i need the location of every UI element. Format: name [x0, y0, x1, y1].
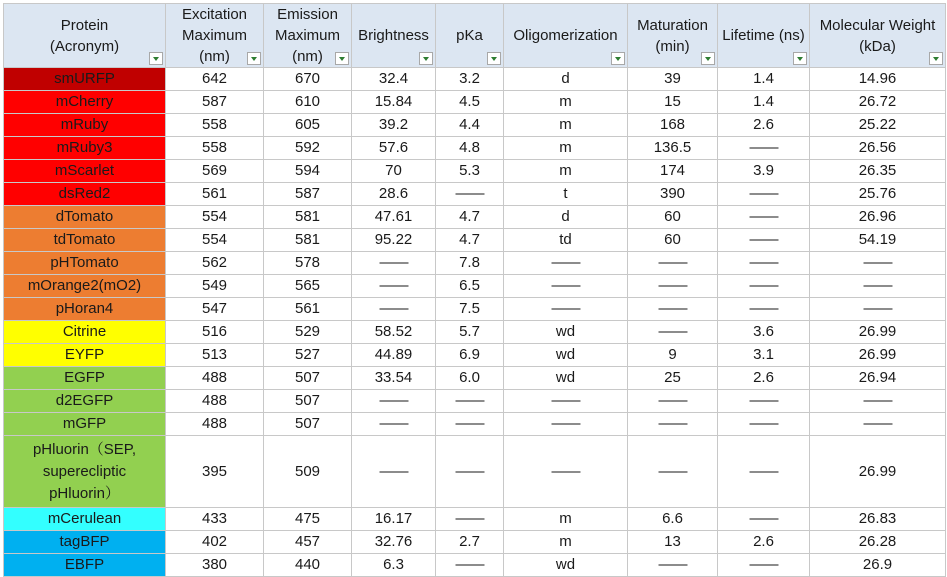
cell-maturation[interactable]: 15 — [628, 91, 718, 114]
cell-maturation[interactable]: 39 — [628, 68, 718, 91]
cell-excitation[interactable]: 642 — [166, 68, 264, 91]
cell-mw[interactable]: 26.99 — [810, 436, 946, 508]
cell-brightness[interactable]: —— — [352, 298, 436, 321]
cell-mw[interactable]: 26.28 — [810, 531, 946, 554]
cell-pka[interactable]: —— — [436, 508, 504, 531]
cell-maturation[interactable]: —— — [628, 554, 718, 577]
cell-pka[interactable]: —— — [436, 436, 504, 508]
cell-mw[interactable]: 26.35 — [810, 160, 946, 183]
cell-excitation[interactable]: 402 — [166, 531, 264, 554]
protein-name-cell[interactable]: mOrange2(mO2) — [4, 275, 166, 298]
table-row — [4, 252, 946, 275]
table-row — [4, 229, 946, 252]
cell-pka[interactable]: 5.7 — [436, 321, 504, 344]
table-row — [4, 298, 946, 321]
cell-pka[interactable]: —— — [436, 183, 504, 206]
cell-oligomerization[interactable]: —— — [504, 436, 628, 508]
cell-mw[interactable]: 26.99 — [810, 321, 946, 344]
cell-oligomerization[interactable]: m — [504, 531, 628, 554]
protein-name-cell[interactable]: EBFP — [4, 554, 166, 577]
cell-pka[interactable]: —— — [436, 413, 504, 436]
cell-mw[interactable]: —— — [810, 390, 946, 413]
cell-brightness[interactable]: 95.22 — [352, 229, 436, 252]
cell-excitation[interactable]: 488 — [166, 367, 264, 390]
cell-emission[interactable]: 509 — [264, 436, 352, 508]
cell-oligomerization[interactable]: m — [504, 508, 628, 531]
protein-name-cell[interactable]: mScarlet — [4, 160, 166, 183]
table-row — [4, 508, 946, 531]
protein-name-cell[interactable]: EYFP — [4, 344, 166, 367]
table-row — [4, 531, 946, 554]
cell-emission[interactable]: 507 — [264, 367, 352, 390]
cell-emission[interactable]: 440 — [264, 554, 352, 577]
cell-maturation[interactable]: 25 — [628, 367, 718, 390]
protein-name-cell[interactable]: tagBFP — [4, 531, 166, 554]
header-label: Excitation Maximum (nm) — [181, 6, 248, 65]
cell-mw[interactable]: 54.19 — [810, 229, 946, 252]
cell-mw[interactable]: —— — [810, 413, 946, 436]
cell-pka[interactable]: 4.7 — [436, 229, 504, 252]
filter-dropdown-icon[interactable] — [793, 52, 807, 65]
protein-name-cell[interactable]: mRuby — [4, 114, 166, 137]
cell-oligomerization[interactable]: m — [504, 160, 628, 183]
cell-emission[interactable]: 457 — [264, 531, 352, 554]
cell-maturation[interactable]: 60 — [628, 206, 718, 229]
header-mw — [810, 4, 946, 68]
cell-emission[interactable]: 578 — [264, 252, 352, 275]
cell-excitation[interactable]: 561 — [166, 183, 264, 206]
cell-oligomerization[interactable]: —— — [504, 413, 628, 436]
header-oligomerization — [504, 4, 628, 68]
cell-brightness[interactable]: 70 — [352, 160, 436, 183]
cell-mw[interactable]: 25.22 — [810, 114, 946, 137]
cell-maturation[interactable]: —— — [628, 413, 718, 436]
table-row — [4, 91, 946, 114]
protein-name-cell[interactable]: mCherry — [4, 91, 166, 114]
cell-excitation[interactable]: 488 — [166, 390, 264, 413]
cell-maturation[interactable]: —— — [628, 390, 718, 413]
cell-oligomerization[interactable]: —— — [504, 298, 628, 321]
cell-lifetime[interactable]: —— — [718, 183, 810, 206]
cell-mw[interactable]: 26.83 — [810, 508, 946, 531]
cell-mw[interactable]: 26.99 — [810, 344, 946, 367]
filter-dropdown-icon[interactable] — [929, 52, 943, 65]
cell-brightness[interactable]: 57.6 — [352, 137, 436, 160]
cell-excitation[interactable]: 488 — [166, 413, 264, 436]
cell-lifetime[interactable]: 3.1 — [718, 344, 810, 367]
cell-excitation[interactable]: 554 — [166, 229, 264, 252]
cell-brightness[interactable]: 15.84 — [352, 91, 436, 114]
header-label: Lifetime (ns) — [722, 27, 805, 44]
cell-brightness[interactable]: 6.3 — [352, 554, 436, 577]
cell-lifetime[interactable]: —— — [718, 554, 810, 577]
cell-oligomerization[interactable]: —— — [504, 390, 628, 413]
cell-emission[interactable]: 507 — [264, 390, 352, 413]
cell-lifetime[interactable]: —— — [718, 413, 810, 436]
cell-brightness[interactable]: 39.2 — [352, 114, 436, 137]
protein-name-cell[interactable]: mGFP — [4, 413, 166, 436]
cell-emission[interactable]: 561 — [264, 298, 352, 321]
cell-excitation[interactable]: 380 — [166, 554, 264, 577]
table-row — [4, 554, 946, 577]
cell-brightness[interactable]: 47.61 — [352, 206, 436, 229]
cell-mw[interactable]: —— — [810, 275, 946, 298]
cell-oligomerization[interactable]: wd — [504, 321, 628, 344]
cell-excitation[interactable]: 569 — [166, 160, 264, 183]
cell-brightness[interactable]: —— — [352, 413, 436, 436]
cell-pka[interactable]: 2.7 — [436, 531, 504, 554]
cell-brightness[interactable]: 32.4 — [352, 68, 436, 91]
cell-emission[interactable]: 507 — [264, 413, 352, 436]
table-row — [4, 183, 946, 206]
filter-dropdown-icon[interactable] — [419, 52, 433, 65]
cell-oligomerization[interactable]: m — [504, 137, 628, 160]
cell-excitation[interactable]: 558 — [166, 114, 264, 137]
cell-emission[interactable]: 605 — [264, 114, 352, 137]
cell-pka[interactable]: —— — [436, 390, 504, 413]
cell-maturation[interactable]: 60 — [628, 229, 718, 252]
header-label: Brightness — [358, 27, 429, 44]
cell-maturation[interactable]: —— — [628, 252, 718, 275]
cell-maturation[interactable]: 136.5 — [628, 137, 718, 160]
cell-lifetime[interactable]: —— — [718, 275, 810, 298]
cell-lifetime[interactable]: —— — [718, 252, 810, 275]
cell-lifetime[interactable]: 3.9 — [718, 160, 810, 183]
cell-brightness[interactable]: 33.54 — [352, 367, 436, 390]
header-protein — [4, 4, 166, 68]
cell-mw[interactable]: 26.72 — [810, 91, 946, 114]
cell-oligomerization[interactable]: m — [504, 91, 628, 114]
cell-emission[interactable]: 529 — [264, 321, 352, 344]
cell-pka[interactable]: 4.7 — [436, 206, 504, 229]
cell-brightness[interactable]: 16.17 — [352, 508, 436, 531]
header-label: Oligomerization — [513, 27, 618, 44]
table-row — [4, 114, 946, 137]
cell-lifetime[interactable]: 3.6 — [718, 321, 810, 344]
cell-lifetime[interactable]: —— — [718, 206, 810, 229]
fluorescent-protein-table — [3, 3, 946, 577]
cell-oligomerization[interactable]: wd — [504, 367, 628, 390]
table-row — [4, 344, 946, 367]
protein-name-cell[interactable]: mRuby3 — [4, 137, 166, 160]
cell-pka[interactable]: 5.3 — [436, 160, 504, 183]
cell-maturation[interactable]: 390 — [628, 183, 718, 206]
protein-name-cell[interactable]: dTomato — [4, 206, 166, 229]
cell-pka[interactable]: 4.8 — [436, 137, 504, 160]
cell-brightness[interactable]: —— — [352, 252, 436, 275]
cell-emission[interactable]: 592 — [264, 137, 352, 160]
filter-dropdown-icon[interactable] — [247, 52, 261, 65]
cell-excitation[interactable]: 547 — [166, 298, 264, 321]
cell-maturation[interactable]: 174 — [628, 160, 718, 183]
cell-oligomerization[interactable]: t — [504, 183, 628, 206]
cell-pka[interactable]: 6.0 — [436, 367, 504, 390]
cell-oligomerization[interactable]: td — [504, 229, 628, 252]
cell-maturation[interactable]: —— — [628, 298, 718, 321]
header-label: pKa — [456, 27, 483, 44]
cell-pka[interactable]: 4.5 — [436, 91, 504, 114]
cell-brightness[interactable]: 28.6 — [352, 183, 436, 206]
cell-emission[interactable]: 565 — [264, 275, 352, 298]
table-body — [4, 68, 946, 577]
cell-lifetime[interactable]: 2.6 — [718, 114, 810, 137]
cell-maturation[interactable]: —— — [628, 321, 718, 344]
cell-excitation[interactable]: 558 — [166, 137, 264, 160]
cell-emission[interactable]: 594 — [264, 160, 352, 183]
cell-lifetime[interactable]: —— — [718, 137, 810, 160]
cell-maturation[interactable]: 13 — [628, 531, 718, 554]
cell-excitation[interactable]: 516 — [166, 321, 264, 344]
cell-mw[interactable]: 26.96 — [810, 206, 946, 229]
filter-dropdown-icon[interactable] — [701, 52, 715, 65]
cell-mw[interactable]: 14.96 — [810, 68, 946, 91]
protein-name-cell[interactable]: pHTomato — [4, 252, 166, 275]
cell-lifetime[interactable]: —— — [718, 436, 810, 508]
cell-excitation[interactable]: 395 — [166, 436, 264, 508]
cell-pka[interactable]: —— — [436, 554, 504, 577]
protein-name-cell[interactable]: tdTomato — [4, 229, 166, 252]
cell-emission[interactable]: 670 — [264, 68, 352, 91]
cell-brightness[interactable]: 32.76 — [352, 531, 436, 554]
cell-mw[interactable]: —— — [810, 252, 946, 275]
cell-emission[interactable]: 475 — [264, 508, 352, 531]
cell-pka[interactable]: 7.8 — [436, 252, 504, 275]
cell-excitation[interactable]: 513 — [166, 344, 264, 367]
header-pka — [436, 4, 504, 68]
cell-oligomerization[interactable]: —— — [504, 252, 628, 275]
table-row — [4, 137, 946, 160]
cell-mw[interactable]: 26.56 — [810, 137, 946, 160]
cell-lifetime[interactable]: 2.6 — [718, 531, 810, 554]
protein-name-cell[interactable]: mCerulean — [4, 508, 166, 531]
cell-oligomerization[interactable]: —— — [504, 275, 628, 298]
cell-brightness[interactable]: —— — [352, 390, 436, 413]
protein-name-cell[interactable]: smURFP — [4, 68, 166, 91]
protein-name-cell[interactable]: pHluorin（SEP, superecliptic pHluorin） — [4, 436, 166, 508]
cell-pka[interactable]: 6.9 — [436, 344, 504, 367]
cell-lifetime[interactable]: —— — [718, 229, 810, 252]
cell-lifetime[interactable]: 2.6 — [718, 367, 810, 390]
table-row — [4, 413, 946, 436]
table-row — [4, 275, 946, 298]
cell-maturation[interactable]: 168 — [628, 114, 718, 137]
cell-brightness[interactable]: —— — [352, 436, 436, 508]
cell-mw[interactable]: —— — [810, 298, 946, 321]
header-label: Emission Maximum (nm) — [274, 6, 340, 65]
cell-oligomerization[interactable]: wd — [504, 554, 628, 577]
table-row — [4, 206, 946, 229]
cell-mw[interactable]: 26.9 — [810, 554, 946, 577]
cell-maturation[interactable]: —— — [628, 275, 718, 298]
protein-name-cell[interactable]: dsRed2 — [4, 183, 166, 206]
cell-oligomerization[interactable]: wd — [504, 344, 628, 367]
header-row — [4, 4, 946, 68]
cell-maturation[interactable]: 9 — [628, 344, 718, 367]
cell-emission[interactable]: 527 — [264, 344, 352, 367]
cell-brightness[interactable]: 44.89 — [352, 344, 436, 367]
cell-excitation[interactable]: 433 — [166, 508, 264, 531]
filter-dropdown-icon[interactable] — [611, 52, 625, 65]
cell-oligomerization[interactable]: d — [504, 68, 628, 91]
cell-mw[interactable]: 25.76 — [810, 183, 946, 206]
protein-name-cell[interactable]: EGFP — [4, 367, 166, 390]
header-label: Molecular Weight (kDa) — [819, 16, 936, 55]
table-row — [4, 321, 946, 344]
table-row — [4, 68, 946, 91]
cell-brightness[interactable]: 58.52 — [352, 321, 436, 344]
header-label: Protein (Acronym) — [49, 16, 120, 55]
table-row — [4, 160, 946, 183]
cell-lifetime[interactable]: 1.4 — [718, 91, 810, 114]
header-maturation — [628, 4, 718, 68]
header-label: Maturation (min) — [637, 16, 708, 55]
cell-lifetime[interactable]: —— — [718, 390, 810, 413]
cell-emission[interactable]: 610 — [264, 91, 352, 114]
cell-oligomerization[interactable]: m — [504, 114, 628, 137]
filter-dropdown-icon[interactable] — [487, 52, 501, 65]
cell-lifetime[interactable]: —— — [718, 508, 810, 531]
cell-oligomerization[interactable]: d — [504, 206, 628, 229]
cell-excitation[interactable]: 549 — [166, 275, 264, 298]
cell-emission[interactable]: 581 — [264, 229, 352, 252]
header-excitation — [166, 4, 264, 68]
protein-name-cell[interactable]: Citrine — [4, 321, 166, 344]
cell-emission[interactable]: 587 — [264, 183, 352, 206]
header-emission — [264, 4, 352, 68]
cell-maturation[interactable]: —— — [628, 436, 718, 508]
cell-lifetime[interactable]: —— — [718, 298, 810, 321]
header-lifetime — [718, 4, 810, 68]
filter-dropdown-icon[interactable] — [149, 52, 163, 65]
filter-dropdown-icon[interactable] — [335, 52, 349, 65]
cell-excitation[interactable]: 562 — [166, 252, 264, 275]
cell-pka[interactable]: 3.2 — [436, 68, 504, 91]
cell-pka[interactable]: 6.5 — [436, 275, 504, 298]
protein-name-cell[interactable]: d2EGFP — [4, 390, 166, 413]
cell-lifetime[interactable]: 1.4 — [718, 68, 810, 91]
cell-excitation[interactable]: 554 — [166, 206, 264, 229]
cell-pka[interactable]: 4.4 — [436, 114, 504, 137]
cell-mw[interactable]: 26.94 — [810, 367, 946, 390]
cell-pka[interactable]: 7.5 — [436, 298, 504, 321]
table-row — [4, 436, 946, 508]
cell-maturation[interactable]: 6.6 — [628, 508, 718, 531]
cell-brightness[interactable]: —— — [352, 275, 436, 298]
table-row — [4, 367, 946, 390]
protein-name-cell[interactable]: pHoran4 — [4, 298, 166, 321]
table-row — [4, 390, 946, 413]
cell-emission[interactable]: 581 — [264, 206, 352, 229]
cell-excitation[interactable]: 587 — [166, 91, 264, 114]
header-brightness — [352, 4, 436, 68]
